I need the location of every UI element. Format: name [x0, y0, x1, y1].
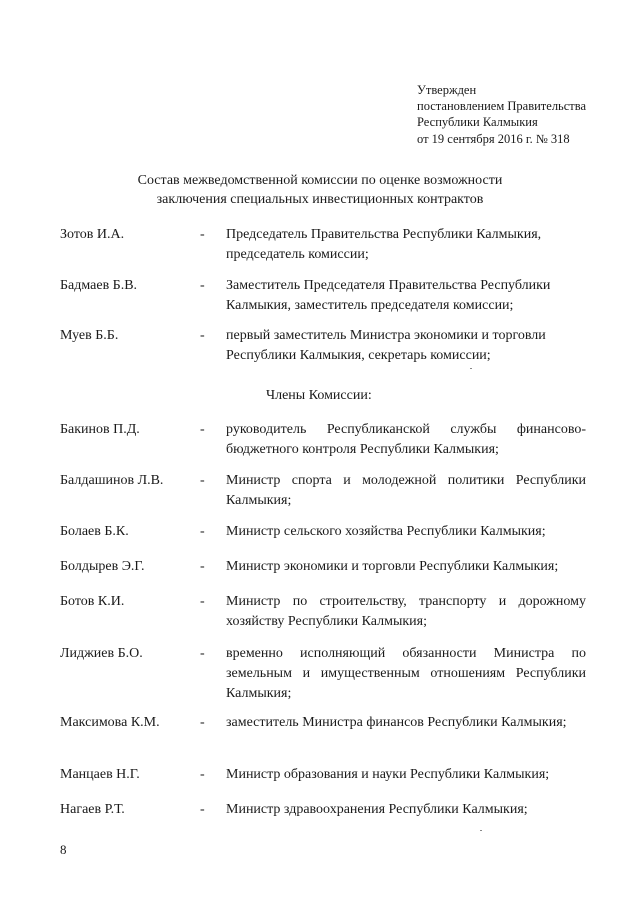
member-name: Нагаев Р.Т. [60, 802, 125, 817]
approval-line: Республики Калмыкия [417, 115, 538, 130]
member-name: Балдашинов Л.В. [60, 473, 164, 488]
member-role: заместитель Министра финансов Республики Калмыкия; [226, 715, 567, 730]
dash-separator: - [200, 646, 205, 661]
member-role: руководитель Республиканской службы финансово-бюджетного контроля Республики Калмыкия; [226, 422, 586, 457]
member-role: Министр спорта и молодежной политики Республики Калмыкия; [226, 473, 586, 508]
member-role: первый заместитель Министра экономики и торговли Республики Калмыкия, секретарь комиссии; [226, 328, 546, 363]
member-name: Ботов К.И. [60, 594, 125, 609]
scan-speck [470, 368, 472, 369]
member-name: Бакинов П.Д. [60, 422, 140, 437]
dash-separator: - [200, 802, 205, 817]
approval-line: от 19 сентября 2016 г. № 318 [417, 131, 570, 146]
title-line: заключения специальных инвестиционных контрактов [156, 192, 484, 207]
member-name: Максимова К.М. [60, 715, 160, 730]
member-role: Заместитель Председателя Правительства Республики Калмыкия, заместитель председателя комиссии; [226, 278, 551, 313]
member-name: Манцаев Н.Г. [60, 767, 140, 782]
dash-separator: - [200, 227, 205, 242]
member-name: Бадмаев Б.В. [60, 278, 138, 293]
dash-separator: - [200, 473, 205, 488]
member-name: Болдырев Э.Г. [60, 559, 145, 574]
page-number: 8 [60, 842, 67, 857]
member-role: Министр образования и науки Республики Калмыкия; [226, 767, 550, 782]
member-role: Министр здравоохранения Республики Калмыкия; [226, 802, 528, 817]
member-name: Муев Б.Б. [60, 328, 119, 343]
approval-stamp [417, 82, 586, 147]
approval-line: Утвержден [417, 83, 477, 97]
members-heading: Члены Комиссии: [266, 388, 372, 403]
title-line: Состав межведомственной комиссии по оценке возможности [137, 173, 503, 188]
member-role: временно исполняющий обязанности Министра по земельным и имущественным отношениям Республики Калмыкия; [226, 646, 586, 701]
dash-separator: - [200, 422, 205, 437]
dash-separator: - [200, 328, 205, 343]
approval-line: постановлением Правительства [417, 99, 587, 114]
dash-separator: - [200, 524, 205, 539]
member-role: Министр сельского хозяйства Республики Калмыкия; [226, 524, 546, 539]
member-role: Председатель Правительства Республики Калмыкия, председатель комиссии; [226, 227, 542, 262]
document-title [0, 171, 640, 209]
dash-separator: - [200, 278, 205, 293]
member-name: Зотов И.А. [60, 227, 125, 242]
member-name: Болаев Б.К. [60, 524, 129, 539]
dash-separator: - [200, 594, 205, 609]
scan-speck [480, 830, 482, 831]
member-role: Министр экономики и торговли Республики Калмыкия; [226, 559, 559, 574]
dash-separator: - [200, 767, 205, 782]
member-name: Лиджиев Б.О. [60, 646, 143, 661]
member-role: Министр по строительству, транспорту и дорожному хозяйству Республики Калмыкия; [226, 594, 586, 629]
dash-separator: - [200, 715, 205, 730]
dash-separator: - [200, 559, 205, 574]
